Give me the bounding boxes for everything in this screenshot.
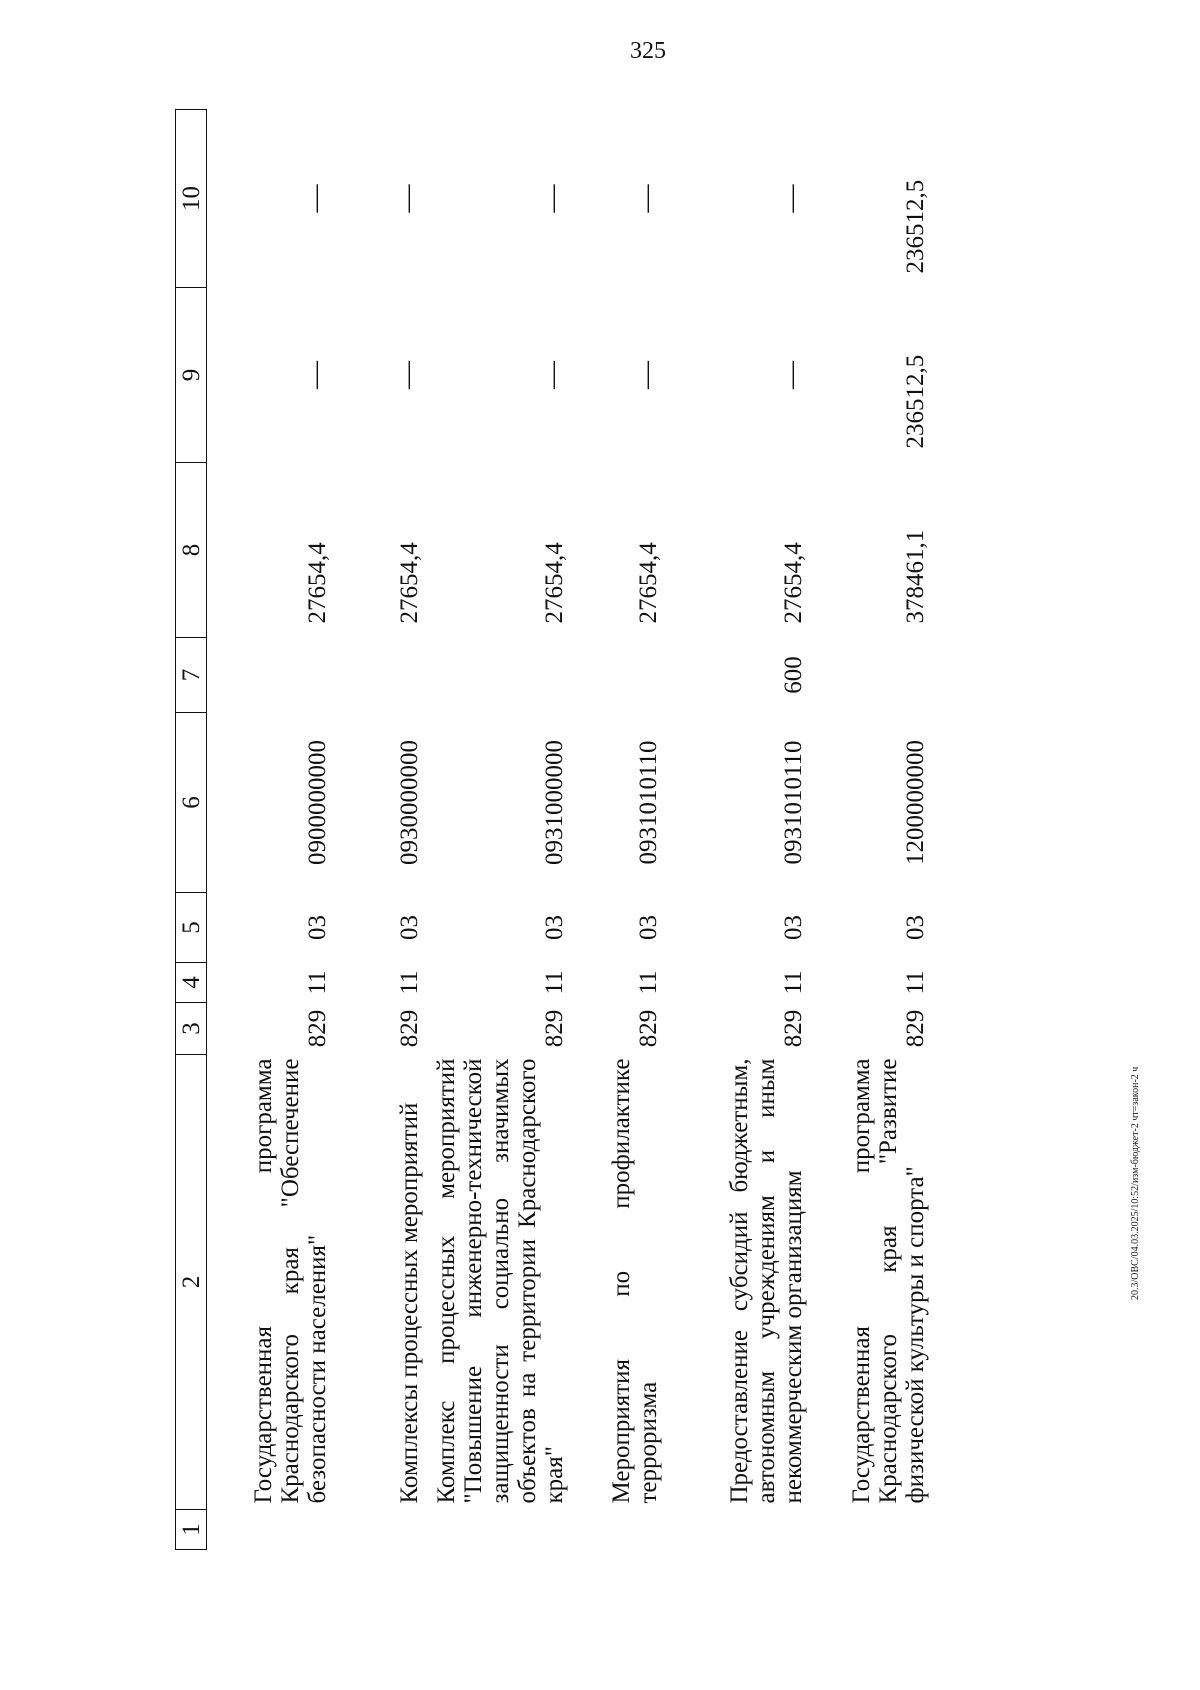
row-col9: — xyxy=(536,361,568,389)
row-col4: 11 xyxy=(635,970,662,995)
row-col7 xyxy=(207,638,338,713)
page-number: 325 xyxy=(630,38,666,64)
row-col3: 829 xyxy=(541,1009,568,1048)
budget-table xyxy=(175,109,935,1550)
row-col9: — xyxy=(299,361,331,389)
row-name: Государственная программа Краснодарского края "Развитие физической культуры и спорта" xyxy=(848,1058,929,1504)
row-col7: 600 xyxy=(780,656,807,694)
row-col4: 11 xyxy=(541,970,568,995)
header-cell-9: 9 xyxy=(176,288,207,463)
row-blank-cell xyxy=(668,1510,813,1550)
row-col8: 27654,4 xyxy=(635,542,662,624)
row-name: Комплексы процессных мероприятий xyxy=(396,1102,423,1504)
table-row xyxy=(668,110,813,1550)
row-col5: 03 xyxy=(304,915,331,940)
header-cell-8: 8 xyxy=(176,463,207,638)
row-col3: 829 xyxy=(635,1009,662,1048)
row-col8: 27654,4 xyxy=(780,542,807,624)
header-cell-1: 1 xyxy=(176,1510,207,1550)
row-blank-cell xyxy=(207,1510,338,1550)
row-col5: 03 xyxy=(902,915,929,940)
row-col7 xyxy=(574,638,668,713)
table-row xyxy=(207,110,338,1550)
header-row xyxy=(176,110,207,1550)
row-col9: — xyxy=(391,361,423,389)
row-col10: — xyxy=(536,184,568,213)
header-cell-10: 10 xyxy=(176,110,207,288)
header-cell-3: 3 xyxy=(176,1003,207,1055)
row-blank-cell xyxy=(337,1510,429,1550)
row-blank-cell xyxy=(574,1510,668,1550)
table-row xyxy=(574,110,668,1550)
row-col6: 0931010110 xyxy=(635,740,662,865)
row-col4: 11 xyxy=(780,970,807,995)
header-cell-2: 2 xyxy=(176,1055,207,1510)
row-col7 xyxy=(813,638,935,713)
row-col3: 829 xyxy=(780,1009,807,1048)
row-name: Комплекс процессных мероприятий "Повышение инженерно-технической защищенности социально значимых объектов на территории Краснодарского края" xyxy=(433,1058,568,1504)
row-name: Мероприятия по профилактике терроризма xyxy=(608,1058,662,1504)
rotated-table-page xyxy=(175,110,1045,1550)
header-cell-6: 6 xyxy=(176,713,207,893)
row-col10: — xyxy=(630,184,662,213)
header-cell-7: 7 xyxy=(176,638,207,713)
row-col6: 0900000000 xyxy=(304,740,331,865)
row-col10: — xyxy=(775,184,807,213)
row-col8: 378461,1 xyxy=(902,529,929,624)
row-col5: 03 xyxy=(396,915,423,940)
row-col7 xyxy=(337,638,429,713)
row-col6: 1200000000 xyxy=(902,740,929,865)
row-col4: 11 xyxy=(396,970,423,995)
row-col10: — xyxy=(299,184,331,213)
row-col8: 27654,4 xyxy=(304,542,331,624)
row-col10: 236512,5 xyxy=(902,179,929,274)
table-row xyxy=(337,110,429,1550)
table-row xyxy=(813,110,935,1550)
row-col3: 829 xyxy=(396,1009,423,1048)
row-col8: 27654,4 xyxy=(396,542,423,624)
row-name: Государственная программа Краснодарского края "Обеспечение безопасности населения" xyxy=(250,1058,331,1504)
footer-code: 20.3/ОВС/04.03.2025/10:52/изм-бюджет-2 чт=закон-2 ч xyxy=(1130,1066,1141,1300)
row-name: Предоставление субсидий бюджетным, автономным учреждениям и иным некоммерческим организациям xyxy=(726,1058,807,1504)
row-col9: 236512,5 xyxy=(902,354,929,449)
row-col8: 27654,4 xyxy=(541,542,568,624)
row-col10: — xyxy=(391,184,423,213)
row-col7 xyxy=(429,638,574,713)
table-row xyxy=(429,110,574,1550)
row-col9: — xyxy=(775,361,807,389)
row-col6: 0930000000 xyxy=(396,740,423,865)
row-col6: 0931000000 xyxy=(541,740,568,865)
row-col5: 03 xyxy=(541,915,568,940)
row-col4: 11 xyxy=(902,970,929,995)
row-col5: 03 xyxy=(635,915,662,940)
row-col4: 11 xyxy=(304,970,331,995)
row-col5: 03 xyxy=(780,915,807,940)
row-blank-cell xyxy=(429,1510,574,1550)
row-col3: 829 xyxy=(902,1009,929,1048)
header-cell-5: 5 xyxy=(176,893,207,963)
row-col9: — xyxy=(630,361,662,389)
row-col3: 829 xyxy=(304,1009,331,1048)
row-blank-cell xyxy=(813,1510,935,1550)
row-col6: 0931010110 xyxy=(780,740,807,865)
header-cell-4: 4 xyxy=(176,963,207,1003)
